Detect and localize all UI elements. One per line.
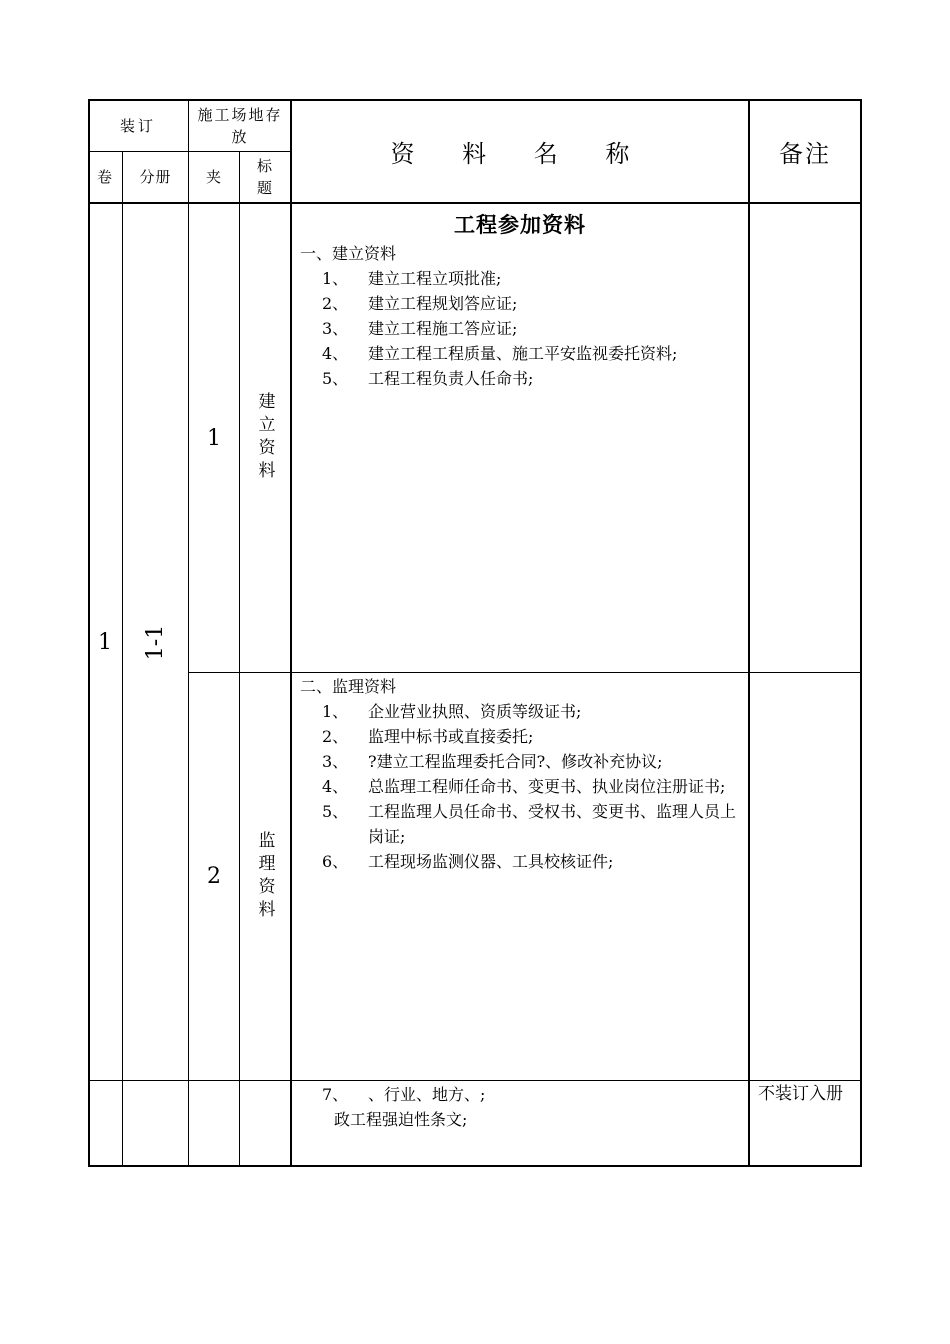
- rule-col-name: [748, 99, 750, 1166]
- list-item-continuation: 政工程强迫性条文;: [334, 1110, 468, 1129]
- section2-label: 监理资料: [254, 830, 275, 923]
- list-item: 4、 建立工程工程质量、施工平安监视委托资料;: [322, 344, 678, 363]
- list-item: 3、 建立工程施工答应证;: [322, 319, 518, 338]
- section1-heading: 一、建立资料: [300, 244, 397, 263]
- header-doc-name: 资 料 名 称: [390, 139, 650, 168]
- list-item: 5、 工程工程负责人任命书;: [322, 369, 534, 388]
- list-item: 7、 、行业、地方、;: [322, 1085, 486, 1104]
- header-booklet: 分册: [139, 168, 172, 186]
- header-storage: 施工场地存放: [197, 105, 283, 146]
- list-item: 4、 总监理工程师任命书、变更书、执业岗位注册证书;: [322, 777, 726, 796]
- section1-content: [300, 212, 740, 391]
- section3-remark: 不装订入册: [758, 1084, 843, 1104]
- rule-section-2-3: [88, 1080, 862, 1081]
- list-item: 2、 建立工程规划答应证;: [322, 294, 518, 313]
- section2-content: [300, 674, 740, 874]
- list-item: 1、 企业营业执照、资质等级证书;: [322, 702, 582, 721]
- list-item: 5、 工程监理人员任命书、受权书、变更书、监理人员上岗证;: [322, 802, 737, 846]
- list-item: 2、 监理中标书或直接委托;: [322, 727, 534, 746]
- header-label: 标题: [256, 157, 273, 197]
- list-item: 6、 工程现场监测仪器、工具校核证件;: [322, 852, 614, 871]
- list-item: 1、 建立工程立项批准;: [322, 269, 502, 288]
- section3-content: [300, 1082, 740, 1132]
- header-remarks: 备注: [779, 139, 831, 168]
- header-volume: 卷: [96, 168, 113, 186]
- doc-title: 工程参加资料: [454, 212, 586, 237]
- section1-folder: 1: [207, 425, 221, 451]
- section2-heading: 二、监理资料: [300, 677, 397, 696]
- header-binding: 装订: [119, 116, 156, 135]
- booklet-value-cell: [123, 204, 188, 1080]
- header-folder: 夹: [205, 168, 222, 186]
- list-item: 3、 ?建立工程监理委托合同?、修改补充协议;: [322, 752, 663, 771]
- volume-value: 1: [98, 629, 112, 655]
- booklet-value: 1-1: [143, 624, 168, 660]
- rule-col-label: [290, 99, 292, 1166]
- section2-folder: 2: [207, 864, 221, 889]
- section1-label: 建立资料: [254, 392, 275, 484]
